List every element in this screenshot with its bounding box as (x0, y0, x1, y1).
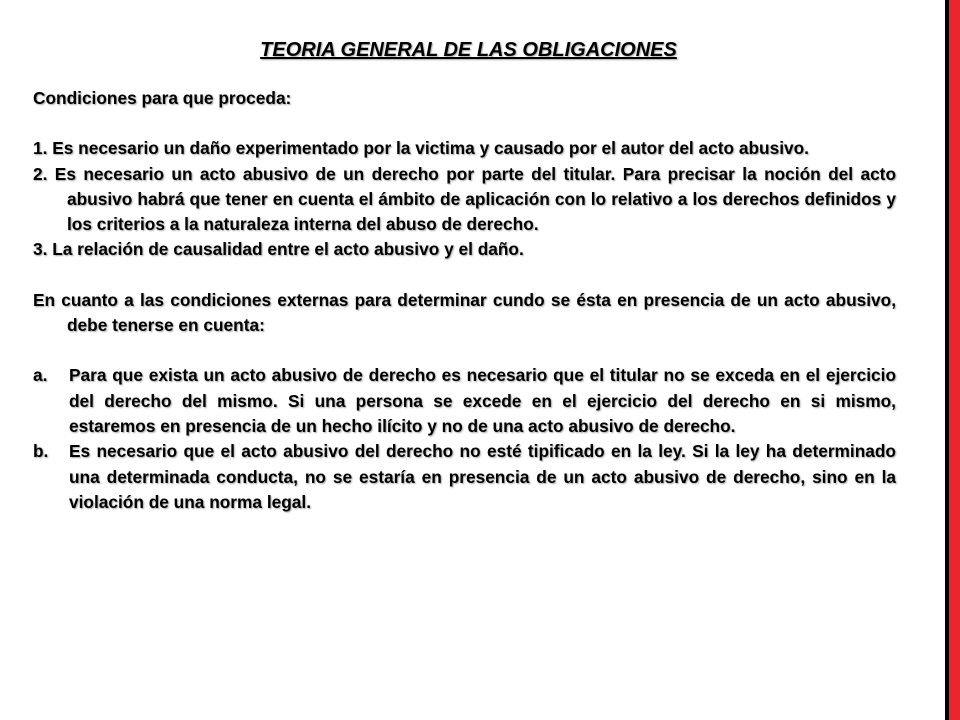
spacer (33, 338, 896, 363)
condition-item-2: 2. Es necesario un acto abusivo de un derecho por parte del titular. Para precisar la noción del acto abusivo habrá que tener en cuenta el ámbito de aplicación con lo relativo a los derechos definidos y los criterios a la naturaleza interna del abuso de derecho. (33, 163, 896, 235)
external-item-a (33, 363, 896, 439)
slide-title: TEORIA GENERAL DE LAS OBLIGACIONES (260, 39, 677, 61)
condition-item-3: 3. La relación de causalidad entre el acto abusivo y el daño. (33, 239, 524, 260)
external-conditions-intro: En cuanto a las condiciones externas para determinar cundo se ésta en presencia de un acto abusivo, debe tenerse en cuenta: (33, 289, 896, 336)
spacer (33, 263, 896, 288)
item-text: Para que exista un acto abusivo de derecho es necesario que el titular no se exceda en el ejercicio del derecho del mismo. Si una persona se excede en el ejercicio del derecho en si mismo, estaremos en presencia de un hecho ilícito y no de una acto abusivo de derecho. (69, 365, 896, 436)
item-text: Es necesario que el acto abusivo del derecho no esté tipificado en la ley. Si la ley ha determinado una determinada conducta, no se estaría en presencia de un acto abusivo de derecho, sino en la violación de una norma legal. (69, 441, 896, 512)
conditions-heading: Condiciones para que proceda: (33, 88, 292, 108)
spacer (33, 111, 896, 136)
condition-item-1: 1. Es necesario un daño experimentado por la victima y causado por el autor del acto abusivo. (33, 138, 809, 159)
item-marker: a. (33, 365, 48, 386)
item-marker: b. (33, 441, 49, 462)
external-item-b (33, 439, 896, 515)
slide-content (33, 36, 896, 515)
red-accent-bar (949, 0, 960, 720)
